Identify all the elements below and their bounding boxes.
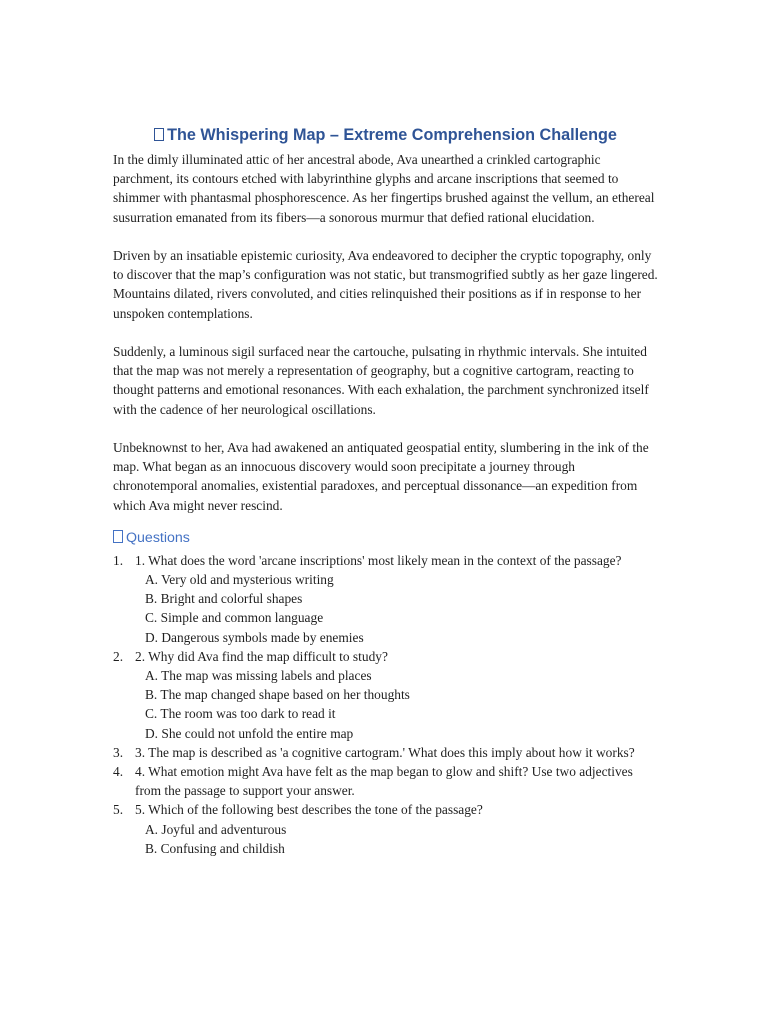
question-number: 4. <box>113 764 124 780</box>
questions-heading-text: Questions <box>126 529 190 546</box>
question-item <box>113 551 658 647</box>
question-text: 3. The map is described as 'a cognitive cartogram.' What does this imply about how it works? <box>135 744 635 760</box>
title-text: The Whispering Map – Extreme Comprehension Challenge <box>167 126 617 144</box>
question-text: 5. Which of the following best describes the tone of the passage? <box>135 802 483 818</box>
missing-glyph-icon <box>113 530 123 543</box>
question-number: 2. <box>113 648 124 664</box>
passage-paragraph-3: Suddenly, a luminous sigil surfaced near the cartouche, pulsating in rhythmic intervals. She intuited that the map was not merely a representation of geography, but a cognitive cartogram, reacting to thought patterns and emotional resonances. With each exhalation, the parchment synchronized itself with the cadence of her neurological oscillations. <box>113 344 649 417</box>
answer-option: C. The room was too dark to read it <box>145 706 336 722</box>
answer-option: A. The map was missing labels and places <box>145 668 372 684</box>
questions-heading <box>113 527 658 549</box>
document-title <box>113 124 658 146</box>
answer-option: B. Bright and colorful shapes <box>145 591 303 607</box>
question-item <box>113 647 658 743</box>
question-number: 3. <box>113 744 124 760</box>
document-page <box>113 124 658 858</box>
answer-option: A. Very old and mysterious writing <box>145 572 334 588</box>
question-number: 5. <box>113 802 124 818</box>
missing-glyph-icon <box>154 128 164 141</box>
passage-paragraph-1: In the dimly illuminated attic of her ancestral abode, Ava unearthed a crinkled cartographic parchment, its contours etched with labyrinthine glyphs and arcane inscriptions that seemed to shimmer with phantasmal phosphorescence. As her fingertips brushed against the vellum, an ethereal susurration emanated from its fibers—a sonorous murmur that defied rational elucidation. <box>113 152 655 225</box>
answer-option: A. Joyful and adventurous <box>145 821 287 837</box>
question-item <box>113 743 658 762</box>
answer-option: D. She could not unfold the entire map <box>145 725 354 741</box>
answer-option: B. Confusing and childish <box>145 840 285 856</box>
answer-option: B. The map changed shape based on her thoughts <box>145 687 410 703</box>
question-number: 1. <box>113 552 124 568</box>
questions-list <box>113 551 658 858</box>
question-item <box>113 762 658 800</box>
answer-option: C. Simple and common language <box>145 610 324 626</box>
question-text: 4. What emotion might Ava have felt as the map began to glow and shift? Use two adjectives from the passage to support your answer. <box>135 764 633 799</box>
question-item <box>113 800 658 858</box>
question-text: 2. Why did Ava find the map difficult to study? <box>135 648 388 664</box>
passage-paragraph-4: Unbeknownst to her, Ava had awakened an antiquated geospatial entity, slumbering in the ink of the map. What began as an innocuous discovery would soon precipitate a journey through chronotemporal anomalies, existential paradoxes, and perceptual dissonance—an expedition from which Ava might never rescind. <box>113 440 649 513</box>
passage-paragraph-2: Driven by an insatiable epistemic curiosity, Ava endeavored to decipher the cryptic topography, only to discover that the map’s configuration was not static, but transmogrified subtly as her gaze lingered. Mountains dilated, rivers convoluted, and cities relinquished their positions as if in response to her unspoken contemplations. <box>113 248 658 321</box>
question-text: 1. What does the word 'arcane inscriptions' most likely mean in the context of the passage? <box>135 552 622 568</box>
answer-option: D. Dangerous symbols made by enemies <box>145 629 364 645</box>
